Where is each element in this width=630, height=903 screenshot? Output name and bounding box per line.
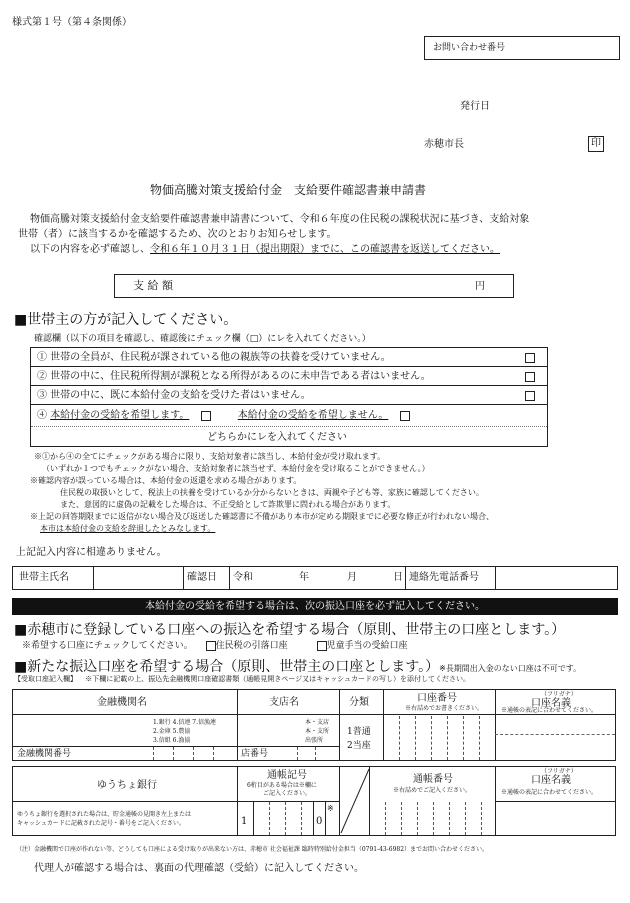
bank-code-input[interactable]: [143, 747, 235, 760]
year-label: 年: [299, 572, 309, 583]
branch-type-3: 出張所: [305, 737, 324, 744]
intro-deadline: 令和６年１０月３１日（提出期限）までに、この確認書を返送してください。: [150, 244, 500, 255]
new-account-title: ■新たな振込口座を希望する場合（原則、世帯主の口座とします。）: [14, 659, 440, 675]
bank-type-2: 2.金庫 5.農協: [153, 728, 191, 735]
bank-account-table: [12, 689, 616, 761]
registered-account-note: [22, 640, 408, 652]
amount-box: [114, 274, 514, 298]
account-type-current[interactable]: 2当座: [347, 741, 371, 751]
item4-number: ④: [37, 410, 47, 421]
inquiry-number-field[interactable]: [424, 36, 620, 60]
tax-account-label: 住民税の引落口座: [215, 641, 288, 651]
bank-account-banner: 本給付金の受給を希望する場合は、次の振込口座を必ず記入してください。: [12, 598, 618, 615]
mayor-name: 赤穂市長: [424, 139, 464, 150]
note-1: ※①から④の全てにチェックがある場合に限り、支給対象者に該当し、本給付金が受け取れます。: [34, 452, 386, 461]
issue-date-label: 発行日: [460, 101, 490, 112]
account-number-header: 口座番号: [417, 693, 457, 704]
phone-label: 連絡先電話番号: [409, 572, 479, 583]
era-label: 令和: [233, 572, 253, 583]
section-householder-heading: ■世帯主の方が記入してください。: [14, 312, 238, 328]
confirm-item-3: ③ 世帯の中に、既に本給付金の支給を受けた者はいません。: [37, 390, 311, 401]
account-number-note: ※右詰めでお書きください。: [405, 705, 484, 712]
intro-line-3: [30, 243, 500, 256]
yucho-star-mark: ※: [327, 804, 334, 813]
yucho-holder-note: ※通帳の表記に合わせてください。: [501, 789, 598, 796]
type-header: 分類: [349, 697, 369, 708]
intro-line-3-pre: 以下の内容を必ず確認し、: [30, 244, 150, 255]
account-type-ordinary[interactable]: 1普通: [347, 727, 371, 737]
checkbox-not-hope[interactable]: [400, 411, 410, 421]
bank-name-header: 金融機関名: [97, 697, 147, 708]
checkbox-item-1[interactable]: [525, 353, 535, 363]
yucho-holder-input[interactable]: [497, 803, 613, 833]
intro-line-2: 世帯（者）に該当するかを確認するため、次のとおりお知らせします。: [18, 229, 337, 240]
section-registered-account: ■赤穂市に登録している口座への振込を希望する場合（原則、世帯主の口座とします。）: [14, 622, 566, 638]
amount-unit: 円: [475, 281, 485, 292]
note-5: また、意図的に虚偽の記載をした場合は、不正受給として詐欺罪に問われる場合があります。: [60, 500, 396, 509]
confirmation-statement: 上記記入内容に相違ありません。: [16, 547, 167, 558]
confirm-date-label: 確認日: [187, 572, 217, 583]
bank-type-1: 1.銀行 4.信連 7.信漁連: [153, 719, 216, 726]
branch-code-input[interactable]: [285, 747, 337, 760]
account-holder-note: ※通帳の表記に合わせてください。: [501, 707, 598, 714]
note-4: 住民税の取扱いとして、税法上の扶養を受けているか分からないときは、両親や子ども等、家族に確認してください。: [60, 488, 484, 497]
yucho-symbol-note-2: ご記入ください。: [263, 790, 312, 797]
not-hope-receive-text: 本給付金の受給を希望しません。: [237, 410, 389, 421]
month-label: 月: [347, 572, 357, 583]
yucho-symbol-header: 通帳記号: [267, 770, 307, 781]
yucho-number-header: 通帳番号: [413, 774, 453, 785]
intro-line-1: 物価高騰対策支援給付金支給要件確認書兼申請書について、令和６年度の住民税の課税状況に基づき、支給対象: [30, 214, 530, 225]
yucho-kana-header: （フリガナ）: [541, 768, 577, 775]
householder-name-input[interactable]: [95, 568, 181, 588]
yucho-description-2: キャッシュカードに記載された記号・番号をご記入ください。: [17, 820, 185, 827]
section-new-account: [14, 656, 581, 676]
guide-tag: 【受取口座記入欄】: [14, 675, 77, 683]
guide-text: ※下欄に記載の上、振込先金融機関口座確認書類（通帳見開きページ又はキャッシュカードの写し）を添付してください。: [85, 675, 470, 683]
name-kana-header: （フリガナ）: [541, 691, 577, 698]
checkbox-item-3[interactable]: [525, 391, 535, 401]
checkbox-child-allowance-account[interactable]: [317, 641, 327, 651]
form-number: 様式第１号（第４条関係）: [12, 17, 132, 28]
footnote: （注）金融機関で口座が作れない等、どうしても口座による受け取りが出来ない方は、赤穂市 社会福祉課 臨時特別給付金担当（0791-43-6982）までお問い合わせください。: [16, 846, 489, 853]
householder-name-label: 世帯主氏名: [19, 572, 69, 583]
signature-row: [12, 566, 618, 590]
new-account-aside: ※長期間出入金のない口座は不可です。: [439, 664, 582, 673]
phone-input[interactable]: [497, 568, 615, 588]
confirm-item-2: ② 世帯の中に、住民税所得割が課税となる所得があるのに未申告である者はいません。: [37, 371, 431, 382]
bank-type-3: 3.信組 6.漁協: [153, 737, 191, 744]
note-7: 本市は本給付金の支給を辞退したとみなします。: [40, 524, 216, 533]
note-2: （いずれか１つでもチェックがない場合、支給対象者に該当せず、本給付金を受け取ることができません。）: [42, 464, 430, 473]
proxy-note: 代理人が確認する場合は、裏面の代理確認（受給）に記入してください。: [34, 863, 364, 874]
page-title: 物価高騰対策支援給付金 支給要件確認書兼申請書: [150, 183, 427, 197]
yucho-account-table: [12, 766, 616, 836]
yucho-symbol-first: 1: [241, 816, 248, 827]
note-3: ※確認内容が誤っている場合は、本給付金の返還を求める場合があります。: [30, 476, 302, 485]
branch-code-label: 店番号: [241, 749, 269, 759]
child-allowance-label: 児童手当の受給口座: [326, 641, 408, 651]
checkbox-tax-account[interactable]: [206, 641, 216, 651]
confirmation-box: [30, 347, 548, 447]
account-number-input[interactable]: [385, 716, 493, 760]
yucho-description-1: ゆうちょ銀行を選択された場合は、貯金通帳の見開き左上または: [17, 811, 192, 818]
yucho-symbol-note: 6桁目がある場合は※欄に: [247, 782, 317, 789]
amount-label: 支 給 額: [133, 279, 173, 292]
hope-receive-text: 本給付金の受給を希望します。: [50, 410, 190, 421]
yucho-bank-label: ゆうちょ銀行: [97, 780, 157, 791]
guide-line: [14, 675, 470, 684]
checkbox-item-2[interactable]: [525, 372, 535, 382]
yucho-holder-header: 口座名義: [531, 775, 571, 786]
yucho-symbol-last: 0: [316, 816, 323, 827]
yucho-number-note: ※右詰めでご記入ください。: [393, 787, 472, 794]
confirm-item-4: [37, 409, 410, 422]
account-holder-input[interactable]: [497, 716, 613, 760]
yucho-number-input[interactable]: [371, 803, 493, 833]
branch-type-2: 本・支所: [305, 728, 330, 735]
confirm-item-1: ① 世帯の全員が、住民税が課されている他の親族等の扶養を受けていません。: [37, 352, 391, 363]
choose-one-text: どちらかにレを入れてください: [207, 432, 347, 443]
checkbox-hope[interactable]: [201, 411, 211, 421]
account-holder-header: 口座名義: [531, 698, 571, 709]
yucho-symbol-input[interactable]: [254, 803, 312, 833]
yucho-slash-divider: [339, 767, 369, 835]
branch-name-header: 支店名: [269, 697, 299, 708]
branch-type-1: 本・支店: [305, 719, 330, 726]
bank-name-input[interactable]: [15, 716, 145, 744]
bank-code-label: 金融機関番号: [17, 749, 72, 759]
note-6: ※上記の回答期限までに返信がない場合及び返送した確認書に不備があり本市が定める期限までに必要な修正が行われない場合、: [30, 512, 494, 521]
branch-name-input[interactable]: [239, 716, 299, 744]
inquiry-label: お問い合わせ番号: [433, 43, 506, 53]
day-label: 日: [393, 572, 403, 583]
seal-mark: 印: [588, 136, 604, 152]
check-instruction: ※希望する口座にチェックしてください。: [22, 641, 193, 651]
confirm-instructions: 確認欄（以下の項目を確認し、確認後にチェック欄（□）にレを入れてください。）: [34, 334, 371, 344]
